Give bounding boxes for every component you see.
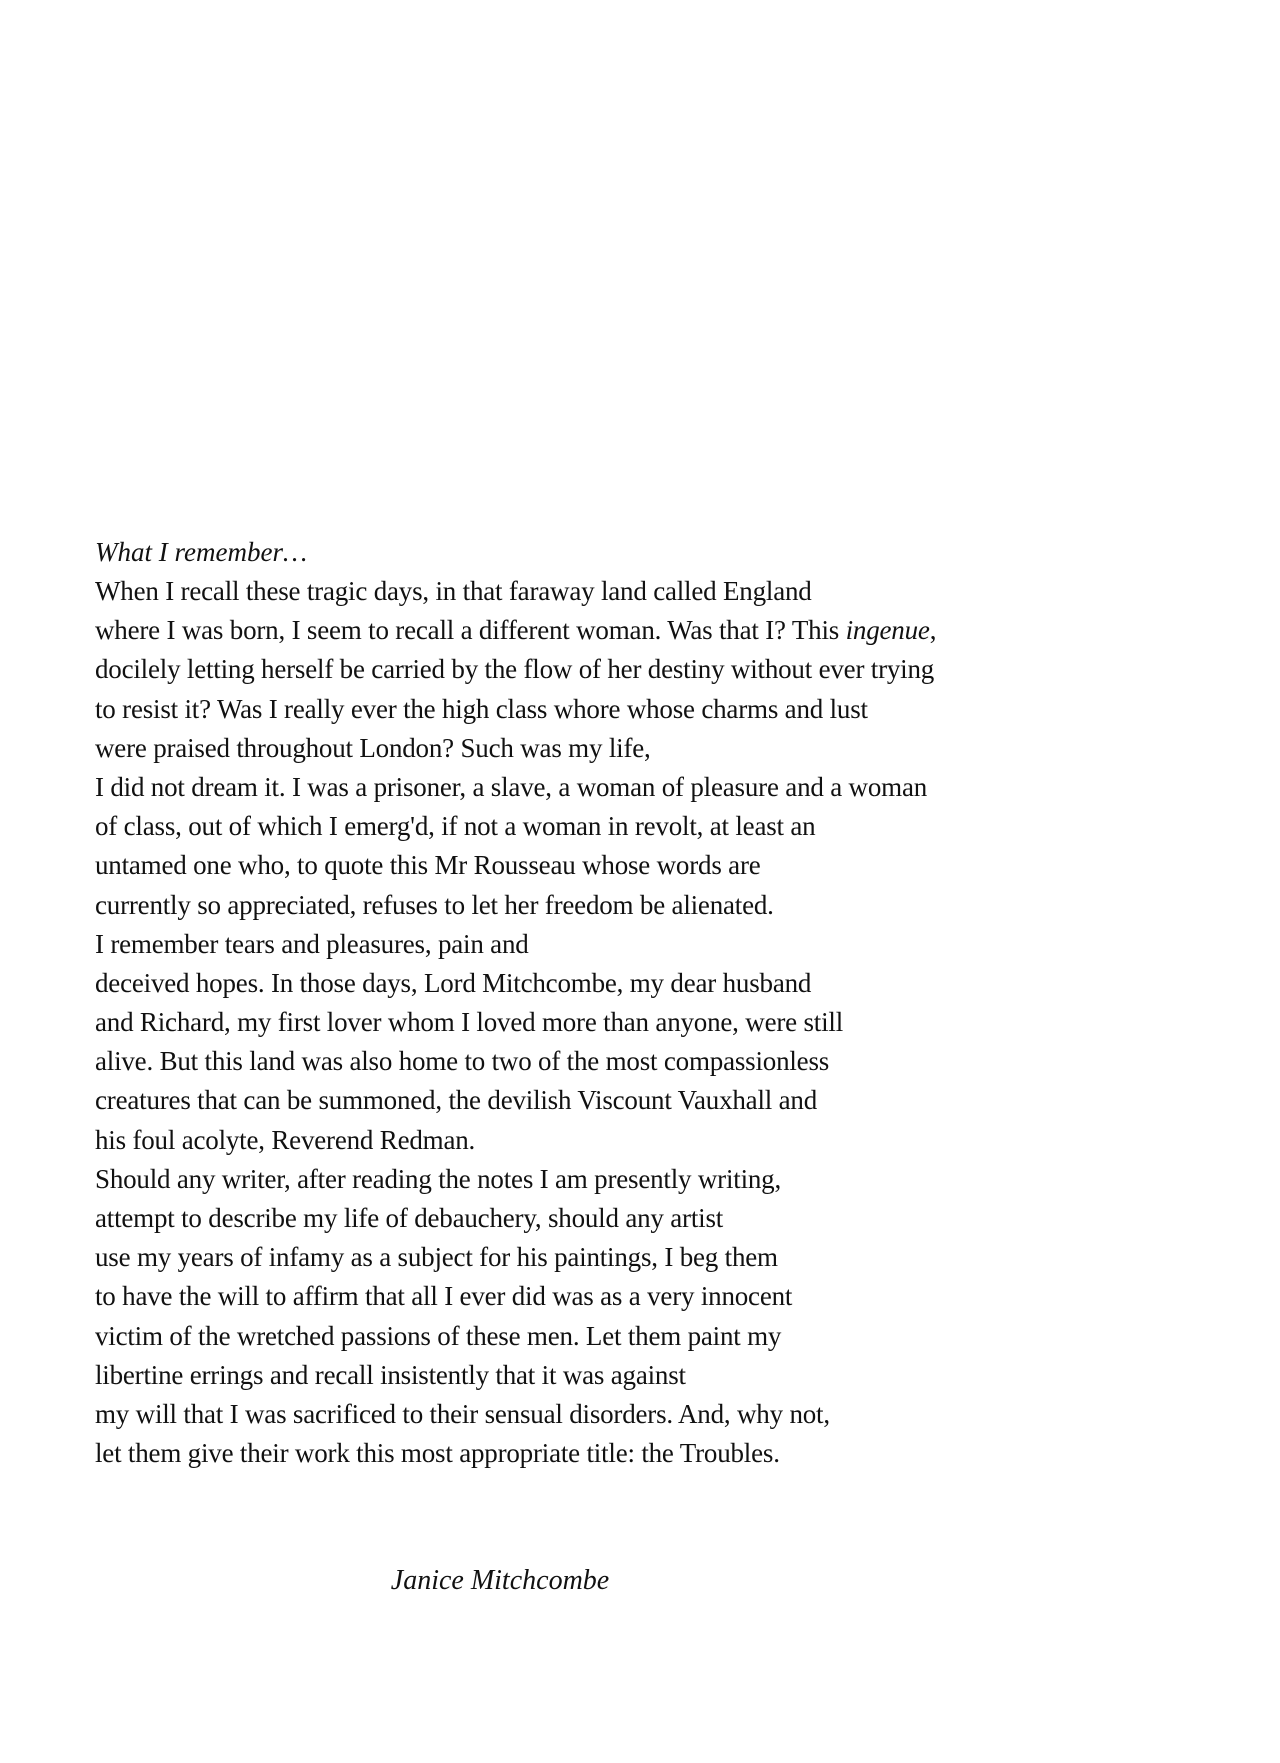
text-line: [95, 768, 1095, 807]
italic-word: ingenue: [845, 615, 930, 646]
text-line: [95, 1042, 1095, 1081]
text-line-content: his foul acolyte, Reverend Redman.: [95, 1124, 476, 1155]
text-line: [95, 886, 1095, 925]
text-line: [95, 1121, 1095, 1160]
text-line: [95, 1434, 1095, 1473]
text-line-content: untamed one who, to quote this Mr Rousseau whose words are: [95, 850, 761, 881]
signature: [0, 1563, 1000, 1599]
text-line-content: where I was born, I seem to recall a different woman. Was that I? This: [95, 615, 846, 646]
text-line-content: I remember tears and pleasures, pain and: [95, 928, 529, 959]
text-line: [95, 1238, 1095, 1277]
text-line-content: and Richard, my first lover whom I loved more than anyone, were still: [95, 1007, 844, 1038]
text-line: [95, 611, 1095, 650]
text-line: [95, 1081, 1095, 1120]
text-line-content: deceived hopes. In those days, Lord Mitchcombe, my dear husband: [95, 967, 812, 998]
text-line: [95, 1003, 1095, 1042]
heading: What I remember…: [95, 537, 307, 567]
text-line-content: currently so appreciated, refuses to let her freedom be alienated.: [95, 889, 774, 920]
signature-text: Janice Mitchcombe: [390, 1565, 610, 1596]
text-line: [95, 964, 1095, 1003]
text-line-content: creatures that can be summoned, the devilish Viscount Vauxhall and: [95, 1085, 817, 1116]
text-line-content: Should any writer, after reading the notes I am presently writing,: [95, 1163, 782, 1194]
text-line-content: attempt to describe my life of debauchery, should any artist: [95, 1203, 724, 1233]
text-line: [95, 1160, 1095, 1199]
text-line: [95, 925, 1095, 964]
text-line-content: libertine errings and recall insistently that it was against: [95, 1359, 686, 1390]
text-line: [95, 1199, 1095, 1238]
text-line: [95, 690, 1095, 729]
text-line-trailing: ,: [929, 615, 937, 646]
text-line-content: of class, out of which I emerg'd, if not a woman in revolt, at least an: [95, 811, 816, 842]
text-line: [95, 650, 1095, 689]
text-line: [95, 1317, 1095, 1356]
text-line-content: to resist it? Was I really ever the high class whore whose charms and lust: [95, 693, 868, 724]
text-line: [95, 729, 1095, 768]
text-line: [95, 1277, 1095, 1316]
text-line-content: victim of the wretched passions of these men. Let them paint my: [95, 1320, 782, 1351]
text-line-content: docilely letting herself be carried by the flow of her destiny without ever trying: [95, 654, 935, 685]
text-line-content: I did not dream it. I was a prisoner, a slave, a woman of pleasure and a woman: [95, 771, 928, 802]
text-line-content: my will that I was sacrificed to their sensual disorders. And, why not,: [95, 1398, 830, 1429]
text-line-content: When I recall these tragic days, in that faraway land called England: [95, 576, 812, 606]
text-line-content: to have the will to affirm that all I ever did was as a very innocent: [95, 1281, 793, 1312]
text-line: [95, 846, 1095, 885]
text-line: [95, 807, 1095, 846]
text-line: [95, 572, 1095, 611]
text-line-content: let them give their work this most appropriate title: the Troubles.: [95, 1438, 780, 1469]
text-line-content: alive. But this land was also home to two of the most compassionless: [95, 1046, 830, 1077]
text-line: [95, 1356, 1095, 1395]
body-text: [95, 572, 1095, 1473]
text-line-content: were praised throughout London? Such was my life,: [95, 732, 651, 763]
text-block: [95, 533, 1095, 1473]
text-line: [95, 1395, 1095, 1434]
text-line-content: use my years of infamy as a subject for his paintings, I beg them: [95, 1242, 778, 1273]
